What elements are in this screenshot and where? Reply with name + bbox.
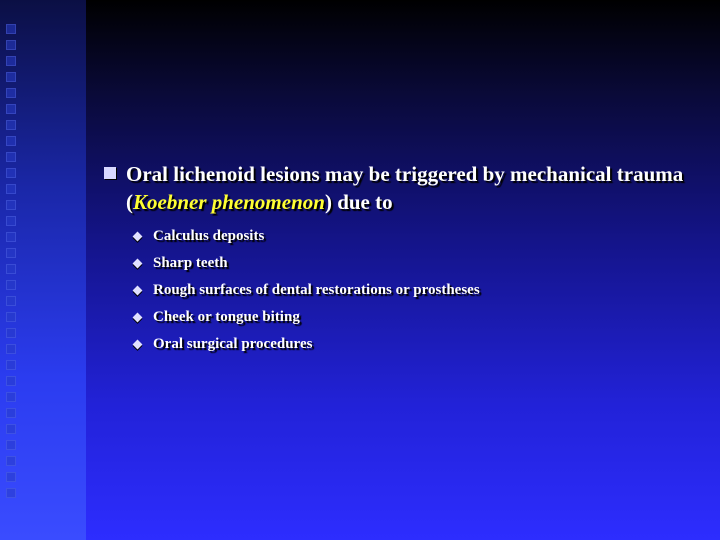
decorative-squares [6, 24, 20, 534]
diamond-bullet-icon [133, 339, 143, 349]
sub-bullet-text: Cheek or tongue biting [153, 309, 300, 325]
koebner-phenomenon-highlight: Koebner phenomenon [133, 190, 325, 214]
sub-bullet-item [132, 226, 694, 246]
diamond-bullet-icon [133, 285, 143, 295]
sub-bullet-item [132, 253, 694, 273]
sub-bullet-item [132, 280, 694, 300]
slide-content [104, 160, 694, 361]
main-bullet [104, 160, 694, 216]
sub-bullet-item [132, 307, 694, 327]
diamond-bullet-icon [133, 312, 143, 322]
square-bullet-icon [104, 167, 116, 179]
sub-bullet-item [132, 334, 694, 354]
left-decorative-strip [0, 0, 86, 540]
sub-bullet-list [132, 226, 694, 354]
main-bullet-text-before: Oral lichenoid lesions may be triggered by mechanical trauma ( [126, 162, 684, 214]
sub-bullet-text: Sharp teeth [153, 255, 228, 271]
sub-bullet-text: Rough surfaces of dental restorations or prostheses [153, 282, 480, 298]
main-bullet-text [126, 160, 694, 216]
sub-bullet-text: Oral surgical procedures [153, 336, 313, 352]
diamond-bullet-icon [133, 258, 143, 268]
sub-bullet-text: Calculus deposits [153, 228, 265, 244]
diamond-bullet-icon [133, 231, 143, 241]
main-bullet-text-after: ) due to [324, 190, 393, 214]
